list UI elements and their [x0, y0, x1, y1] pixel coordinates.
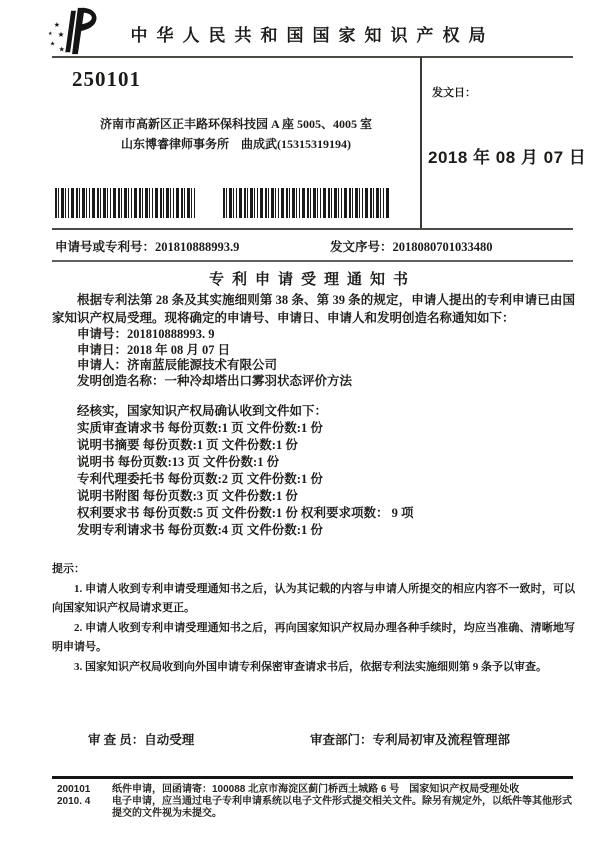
- svg-text:★: ★: [49, 41, 56, 48]
- header-vertical-divider: [420, 57, 422, 229]
- received-doc-item: 说明书 每份页数:13 页 文件份数:1 份: [77, 455, 280, 469]
- issue-date-value: 2018 年 08 月 07 日: [428, 148, 587, 167]
- examiner-value: 自动受理: [144, 733, 195, 747]
- received-doc-item: 实质审查请求书 每份页数:1 页 文件份数:1 份: [77, 421, 323, 435]
- examiner-label: 审 查 员：: [88, 733, 145, 747]
- office-name: 中华人民共和国国家知识产权局: [130, 26, 495, 45]
- reference-row: [55, 237, 573, 255]
- serial-number-label: 发文序号：: [330, 240, 393, 254]
- footer-code: 200101: [57, 784, 91, 795]
- svg-text:★: ★: [58, 46, 65, 54]
- department-value: 专利局初审及流程管理部: [372, 733, 511, 747]
- received-doc-item: 权利要求书 每份页数:5 页 文件份数:1 份 权利要求项数： 9 项: [77, 506, 414, 520]
- received-doc-item: 专利代理委托书 每份页数:2 页 文件份数:1 份: [77, 472, 323, 486]
- field-application-number: 申请号：201810888993. 9: [77, 327, 215, 341]
- svg-text:★: ★: [47, 31, 53, 37]
- barcode-serial-number: [223, 188, 389, 218]
- header-divider: [52, 56, 573, 58]
- barcode-application-number: [55, 188, 196, 218]
- reference-row-bottom-divider: [52, 260, 573, 262]
- field-applicant: 申请人：济南蓝辰能源技术有限公司: [77, 358, 278, 372]
- application-fields: [77, 327, 352, 389]
- footer-row-electronic: [57, 796, 573, 820]
- footer-text: 电子申请，应当通过电子专利申请系统以电子文件形式提交相关文件。除另有规定外，以纸件等其他形式提交的文件视为未提交。: [112, 796, 572, 819]
- footer-divider: [52, 776, 573, 779]
- footer-text: 纸件申请，回函请寄：100088 北京市海淀区蓟门桥西土城路 6 号 国家知识产权局受理处收: [112, 784, 520, 795]
- issue-date-label: 发文日：: [432, 87, 476, 99]
- received-doc-item: 说明书摘要 每份页数:1 页 文件份数:1 份: [77, 438, 298, 452]
- address-line-2: 山东博睿律师事务所 曲成武(15315319194): [121, 137, 351, 151]
- received-intro: 经核实，国家知识产权局确认收到文件如下：: [77, 404, 328, 418]
- tip-item: 3. 国家知识产权局收到向外国申请专利保密审查请求书后，依据专利法实施细则第 9 条予以审查。: [74, 660, 547, 673]
- notice-title: 专利申请受理通知书: [208, 272, 416, 288]
- tips-section: [52, 560, 575, 677]
- received-doc-item: 说明书附图 每份页数:3 页 文件份数:1 份: [77, 489, 298, 503]
- svg-text:★: ★: [53, 22, 60, 30]
- footer-notes: [57, 784, 573, 820]
- received-documents: [77, 403, 413, 539]
- application-number-label: 申请号或专利号：: [55, 240, 156, 254]
- address-line-1: 济南市高新区正丰路环保科技园 A 座 5005、4005 室: [99, 117, 372, 131]
- footer-code: 2010. 4: [57, 796, 91, 807]
- field-invention-title: 发明创造名称：一种冷却塔出口雾羽状态评价方法: [77, 373, 353, 388]
- department-label: 审查部门：: [310, 733, 373, 747]
- examiner: [88, 730, 194, 748]
- received-doc-item: 发明专利请求书 每份页数:4 页 文件份数:1 份: [77, 523, 323, 537]
- tip-item: 1. 申请人收到专利申请受理通知书之后，认为其记载的内容与申请人所提交的相应内容不一致时，可以向国家知识产权局请求更正。: [52, 582, 575, 614]
- tip-item: 2. 申请人收到专利申请受理通知书之后，再向国家知识产权局办理各种手续时，均应当准确、清晰地写明申请号。: [52, 621, 575, 653]
- tips-label: 提示：: [52, 563, 85, 575]
- reference-row-top-divider: [52, 228, 573, 230]
- footer-row-paper: [57, 784, 573, 796]
- mailing-address: [52, 114, 420, 154]
- svg-text:★: ★: [57, 29, 65, 39]
- application-number-value: 201810888993.9: [155, 240, 240, 254]
- postal-code: 250101: [72, 67, 141, 91]
- notice-intro: 根据专利法第 28 条及其实施细则第 38 条、第 39 条的规定，申请人提出的专利申请已由国家知识产权局受理。现将确定的申请号、申请日、申请人和发明创造名称通知如下：: [52, 293, 575, 325]
- field-application-date: 申请日：2018 年 08 月 07 日: [77, 342, 231, 357]
- serial-number: [330, 237, 493, 255]
- review-department: [310, 730, 510, 748]
- serial-number-value: 2018080701033480: [392, 240, 493, 254]
